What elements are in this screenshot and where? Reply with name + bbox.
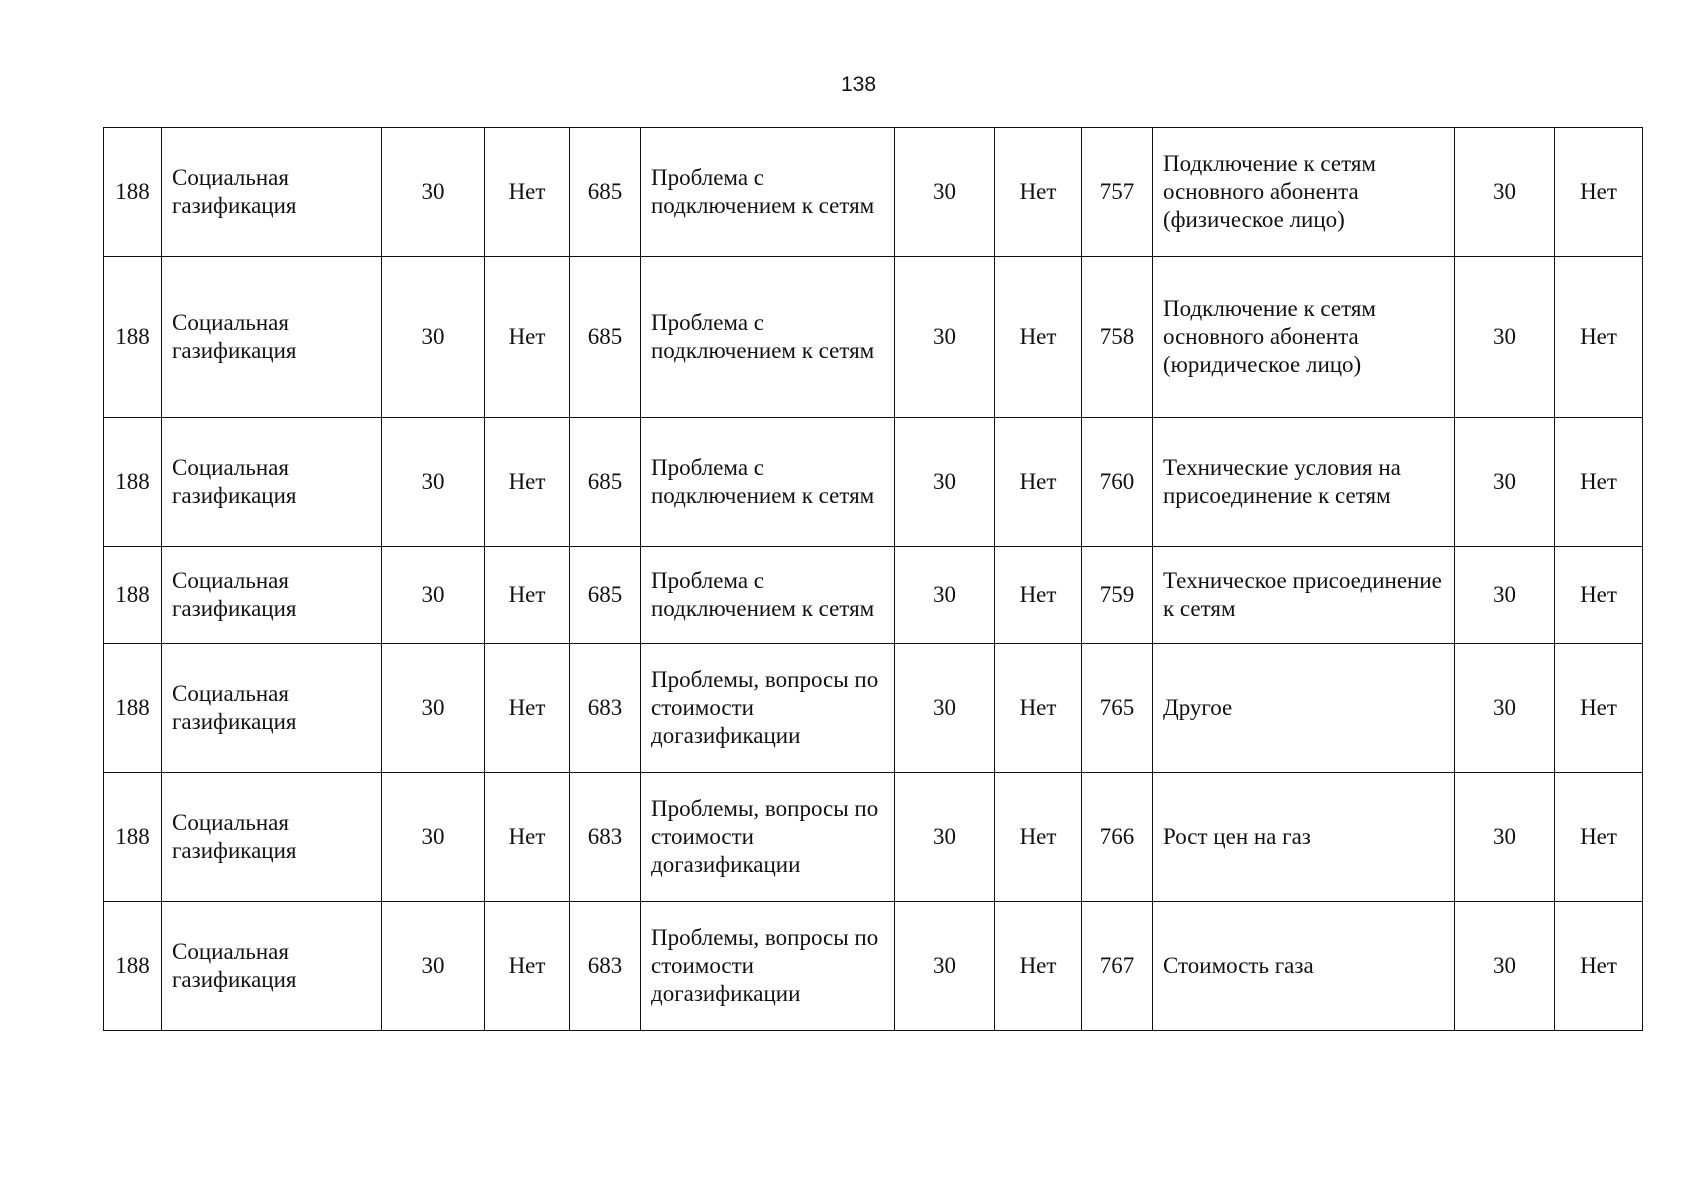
- question-days-cell: 30: [1455, 128, 1555, 257]
- topic-flag-cell: Нет: [485, 418, 570, 547]
- table-row: [104, 773, 1643, 902]
- topic-name-cell: Социальная газификация: [162, 547, 382, 644]
- question-flag-cell: Нет: [1555, 902, 1643, 1031]
- topic-code-cell: 188: [104, 128, 162, 257]
- subtopic-flag-cell: Нет: [995, 128, 1082, 257]
- topic-code-cell: 188: [104, 418, 162, 547]
- question-days-cell: 30: [1455, 547, 1555, 644]
- question-code-cell: 767: [1082, 902, 1153, 1031]
- topic-code-cell: 188: [104, 773, 162, 902]
- topic-flag-cell: Нет: [485, 128, 570, 257]
- subtopic-flag-cell: Нет: [995, 257, 1082, 418]
- subtopic-flag-cell: Нет: [995, 773, 1082, 902]
- topic-flag-cell: Нет: [485, 257, 570, 418]
- question-code-cell: 757: [1082, 128, 1153, 257]
- question-flag-cell: Нет: [1555, 128, 1643, 257]
- subtopic-days-cell: 30: [895, 128, 995, 257]
- topic-code-cell: 188: [104, 644, 162, 773]
- table-row: [104, 128, 1643, 257]
- topic-code-cell: 188: [104, 902, 162, 1031]
- subtopic-code-cell: 683: [570, 773, 641, 902]
- question-code-cell: 758: [1082, 257, 1153, 418]
- subtopic-name-cell: Проблема с подключением к сетям: [641, 257, 895, 418]
- subtopic-days-cell: 30: [895, 257, 995, 418]
- question-code-cell: 760: [1082, 418, 1153, 547]
- subtopic-days-cell: 30: [895, 547, 995, 644]
- subtopic-name-cell: Проблемы, вопросы по стоимости догазификации: [641, 902, 895, 1031]
- question-name-cell: Подключение к сетям основного абонента (физическое лицо): [1153, 128, 1455, 257]
- topic-days-cell: 30: [382, 257, 485, 418]
- classification-table: [103, 127, 1643, 1031]
- question-days-cell: 30: [1455, 644, 1555, 773]
- topic-name-cell: Социальная газификация: [162, 418, 382, 547]
- topic-name-cell: Социальная газификация: [162, 257, 382, 418]
- topic-flag-cell: Нет: [485, 547, 570, 644]
- topic-days-cell: 30: [382, 547, 485, 644]
- subtopic-code-cell: 683: [570, 644, 641, 773]
- subtopic-name-cell: Проблема с подключением к сетям: [641, 418, 895, 547]
- question-code-cell: 759: [1082, 547, 1153, 644]
- question-days-cell: 30: [1455, 902, 1555, 1031]
- topic-flag-cell: Нет: [485, 773, 570, 902]
- subtopic-code-cell: 685: [570, 547, 641, 644]
- question-flag-cell: Нет: [1555, 257, 1643, 418]
- table-row: [104, 644, 1643, 773]
- question-days-cell: 30: [1455, 773, 1555, 902]
- subtopic-code-cell: 685: [570, 418, 641, 547]
- question-name-cell: Другое: [1153, 644, 1455, 773]
- topic-name-cell: Социальная газификация: [162, 644, 382, 773]
- question-name-cell: Стоимость газа: [1153, 902, 1455, 1031]
- question-flag-cell: Нет: [1555, 547, 1643, 644]
- subtopic-name-cell: Проблема с подключением к сетям: [641, 128, 895, 257]
- subtopic-name-cell: Проблема с подключением к сетям: [641, 547, 895, 644]
- question-code-cell: 766: [1082, 773, 1153, 902]
- subtopic-code-cell: 685: [570, 128, 641, 257]
- subtopic-name-cell: Проблемы, вопросы по стоимости догазификации: [641, 773, 895, 902]
- topic-days-cell: 30: [382, 902, 485, 1031]
- page-number: 138: [840, 73, 877, 96]
- topic-flag-cell: Нет: [485, 644, 570, 773]
- question-days-cell: 30: [1455, 257, 1555, 418]
- topic-name-cell: Социальная газификация: [162, 902, 382, 1031]
- subtopic-name-cell: Проблемы, вопросы по стоимости догазификации: [641, 644, 895, 773]
- question-name-cell: Техническое присоединение к сетям: [1153, 547, 1455, 644]
- table-row: [104, 902, 1643, 1031]
- subtopic-days-cell: 30: [895, 773, 995, 902]
- topic-name-cell: Социальная газификация: [162, 128, 382, 257]
- question-flag-cell: Нет: [1555, 644, 1643, 773]
- table-row: [104, 257, 1643, 418]
- table-row: [104, 547, 1643, 644]
- question-name-cell: Рост цен на газ: [1153, 773, 1455, 902]
- question-days-cell: 30: [1455, 418, 1555, 547]
- question-flag-cell: Нет: [1555, 773, 1643, 902]
- topic-code-cell: 188: [104, 257, 162, 418]
- subtopic-days-cell: 30: [895, 902, 995, 1031]
- subtopic-days-cell: 30: [895, 418, 995, 547]
- question-code-cell: 765: [1082, 644, 1153, 773]
- topic-flag-cell: Нет: [485, 902, 570, 1031]
- subtopic-flag-cell: Нет: [995, 547, 1082, 644]
- subtopic-days-cell: 30: [895, 644, 995, 773]
- subtopic-flag-cell: Нет: [995, 902, 1082, 1031]
- subtopic-code-cell: 685: [570, 257, 641, 418]
- subtopic-flag-cell: Нет: [995, 418, 1082, 547]
- subtopic-code-cell: 683: [570, 902, 641, 1031]
- topic-days-cell: 30: [382, 418, 485, 547]
- topic-days-cell: 30: [382, 644, 485, 773]
- table-row: [104, 418, 1643, 547]
- topic-days-cell: 30: [382, 128, 485, 257]
- topic-days-cell: 30: [382, 773, 485, 902]
- subtopic-flag-cell: Нет: [995, 644, 1082, 773]
- question-flag-cell: Нет: [1555, 418, 1643, 547]
- topic-name-cell: Социальная газификация: [162, 773, 382, 902]
- topic-code-cell: 188: [104, 547, 162, 644]
- question-name-cell: Технические условия на присоединение к сетям: [1153, 418, 1455, 547]
- question-name-cell: Подключение к сетям основного абонента (юридическое лицо): [1153, 257, 1455, 418]
